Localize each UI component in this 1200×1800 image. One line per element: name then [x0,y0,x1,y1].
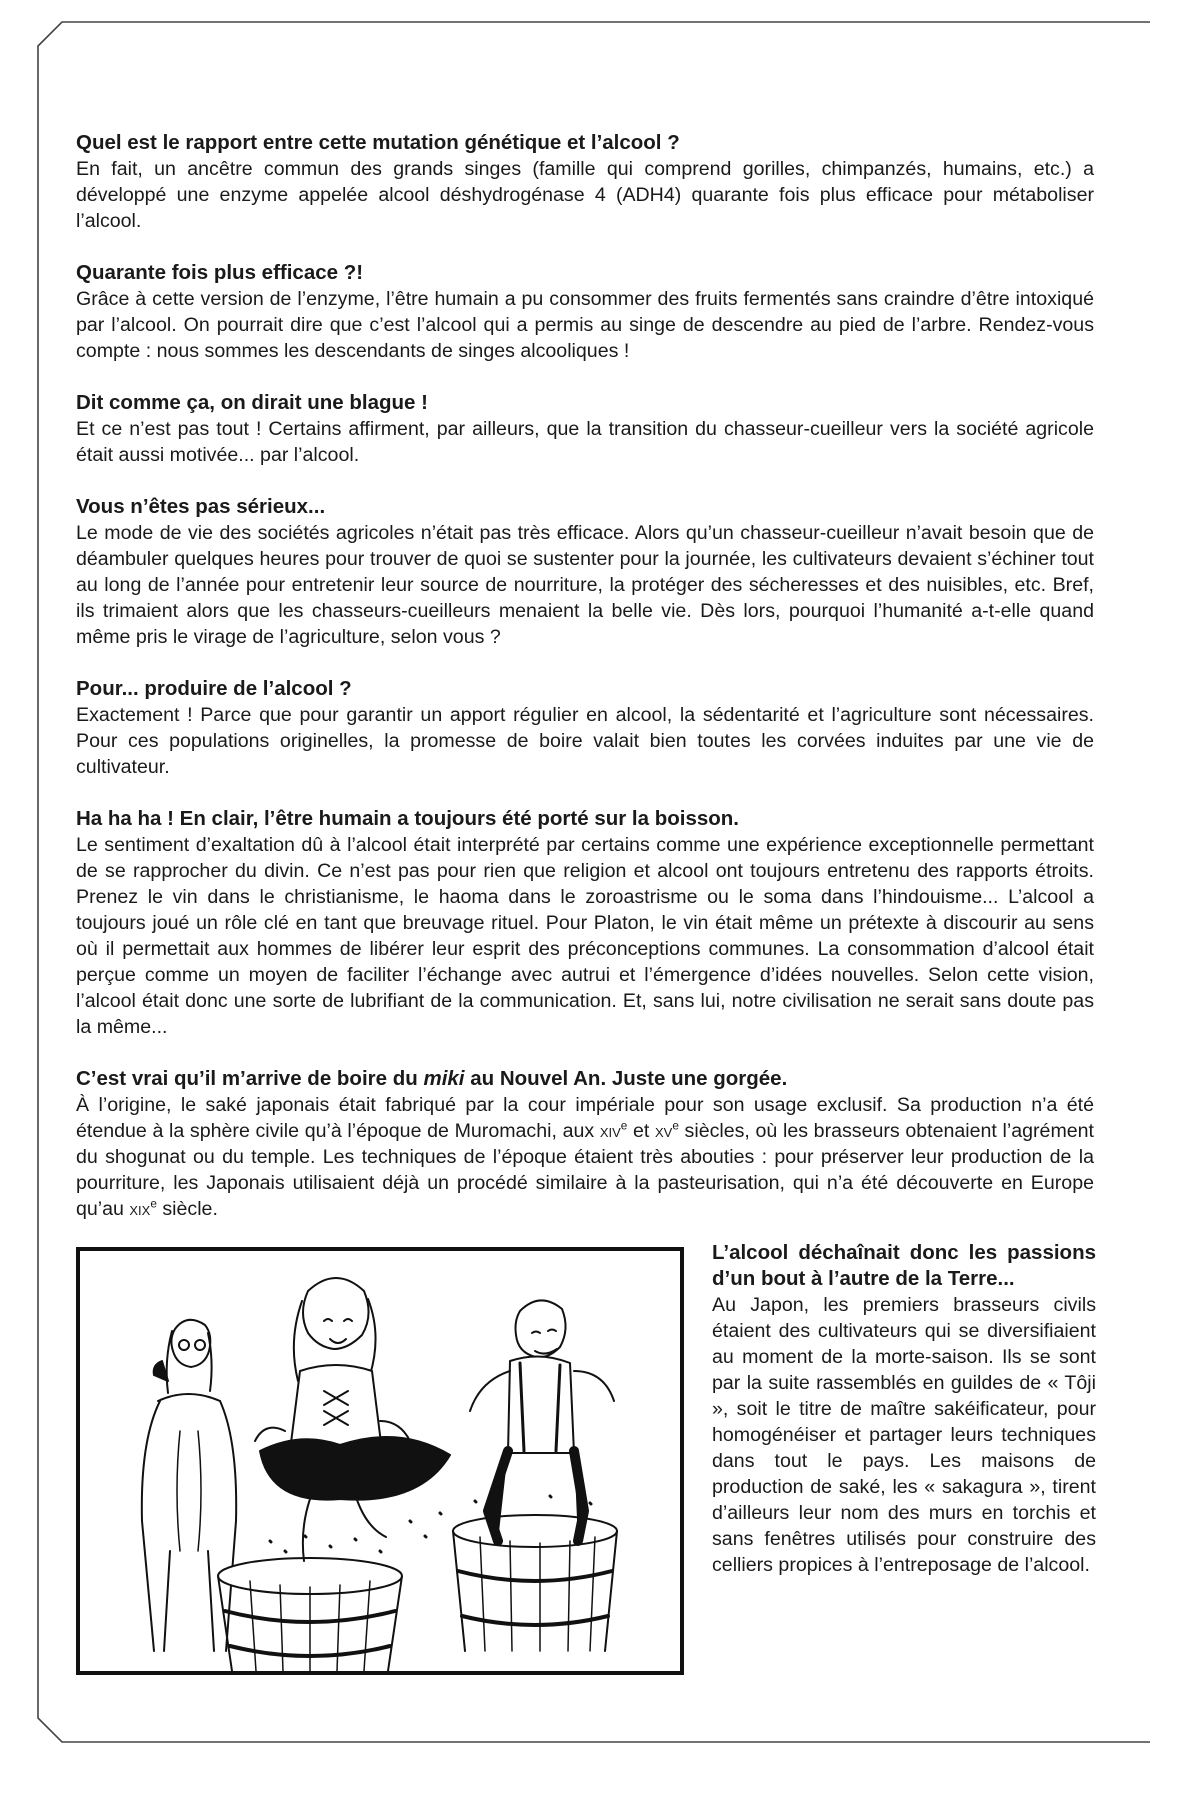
answer-text: À l’origine, le saké japonais était fabriqué par la cour impériale pour son usage exclusif. Sa production n’a été étendue à la sphère civile qu’à l’époque de Muromachi, aux [76,1094,1094,1142]
article-body [76,130,1094,1248]
question: Pour... produire de l’alcool ? [76,677,352,700]
ordinal-suffix: e [150,1197,157,1211]
question-text: C’est vrai qu’il m’arrive de boire du [76,1067,424,1090]
question-text: au Nouvel An. Juste une gorgée. [464,1067,788,1090]
woman-dancing-figure [255,1278,450,1561]
qa-section [76,806,1094,1040]
wooden-tub [453,1515,617,1651]
ordinal-suffix: e [672,1119,679,1133]
answer: En fait, un ancêtre commun des grands singes (famille qui comprend gorilles, chimpanzés, humains, etc.) a développé une enzyme appelée alcool déshydrogénase 4 (ADH4) quarante fois plus efficace pour métaboliser l’alcool. [76,158,1094,232]
qa-section [76,260,1094,364]
century-numeral: xix [129,1198,151,1219]
answer: Et ce n’est pas tout ! Certains affirment, par ailleurs, que la transition du chasseur-cueilleur vers la société agricole était aussi motivée... par l’alcool. [76,418,1094,466]
century-numeral: xv [655,1120,673,1141]
grape-stomping-drawing [80,1251,680,1671]
qa-section [76,676,1094,780]
century-numeral: xiv [599,1120,621,1141]
qa-section-miki [76,1066,1094,1222]
answer: Le sentiment d’exaltation dû à l’alcool était interprété par certains comme une expérience exceptionnelle permettant de se rapprocher du divin. Ce n’est pas pour rien que religion et alcool ont toujours entretenu des rapports étroits. Prenez le vin dans le christianisme, le haoma dans le zoroastrisme ou le soma dans l’hindouisme... L’alcool a toujours joué un rôle clé en tant que breuvage rituel. Pour Platon, le vin était même un prétexte à discourir au sens où il permettait aux hommes de libérer leur esprit des préconceptions communes. La consommation d’alcool était perçue comme un moyen de faciliter l’échange avec autrui et l’émergence d’idées nouvelles. Selon cette vision, l’alcool était donc une sorte de lubrifiant de la communication. Et, sans lui, notre civilisation ne serait sans doute pas la même... [76,834,1094,1038]
qa-section [76,494,1094,650]
man-dancing-figure [470,1300,614,1541]
answer: Exactement ! Parce que pour garantir un apport régulier en alcool, la sédentarité et l’agriculture sont nécessaires. Pour ces populations originelles, la promesse de boire valait bien toutes les corvées induites par une vie de cultivateur. [76,704,1094,778]
qa-section [76,390,1094,468]
question: Vous n’êtes pas sérieux... [76,495,326,518]
answer [76,1092,1094,1222]
ordinal-suffix: e [620,1119,628,1133]
question: Quel est le rapport entre cette mutation génétique et l’alcool ? [76,131,680,154]
qa-section [76,130,1094,234]
answer-text: siècles, où les brasseurs obtenaient l’agrément du shogunat ou du temple. Les techniques de l’époque étaient très abouties : pour préserver leur production de la pourriture, les Japonais utilisaient déjà un procédé similaire à la pasteurisation, qui n’a été découverte en Europe qu’au [76,1120,1095,1220]
answer: Le mode de vie des sociétés agricoles n’était pas très efficace. Alors qu’un chasseur-cueilleur n’avait besoin que de déambuler quelques heures pour trouver de quoi se sustenter pour la journée, les cultivateurs devaient s’échiner tout au long de l’année pour entretenir leur source de nourriture, la protéger des sécheresses et des nuisibles, etc. Bref, ils trimaient alors que les chasseurs-cueilleurs menaient la belle vie. Dès lors, pourquoi l’humanité a-t-elle quand même pris le virage de l’agriculture, selon vous ? [76,522,1094,648]
question: Dit comme ça, on dirait une blague ! [76,391,428,414]
question: Quarante fois plus efficace ?! [76,261,364,284]
answer-text: et [627,1120,655,1142]
answer: Grâce à cette version de l’enzyme, l’être humain a pu consommer des fruits fermentés sans craindre d’être intoxiqué par l’alcool. On pourrait dire que c’est l’alcool qui a permis au singe de descendre au pied de l’arbre. Rendez-vous compte : nous sommes les descendants de singes alcooliques ! [76,288,1094,362]
question: Ha ha ha ! En clair, l’être humain a toujours été porté sur la boisson. [76,807,739,830]
question-emphasis: miki [423,1067,465,1090]
sidebar-answer: Au Japon, les premiers brasseurs civils étaient des cultivateurs qui se diversifiaient au moment de la morte-saison. Ils se sont par la suite rassemblés en guildes de « Tôji », soit le titre de maître sakéificateur, pour homogénéiser et partager leurs techniques dans tout le pays. Les maisons de production de saké, les « sakagura », tirent d’ailleurs leur nom des murs en torchis et sans fenêtres utilisés pour construire des celliers propices à l’entreposage de l’alcool. [712,1294,1096,1576]
sidebar-question: L’alcool déchaînait donc les passions d’un bout à l’autre de la Terre... [712,1241,1096,1290]
sidebar-column [712,1240,1096,1578]
manga-illustration [76,1247,684,1675]
answer-text: siècle. [156,1198,218,1220]
question [76,1066,1094,1092]
wooden-tub [218,1558,402,1671]
